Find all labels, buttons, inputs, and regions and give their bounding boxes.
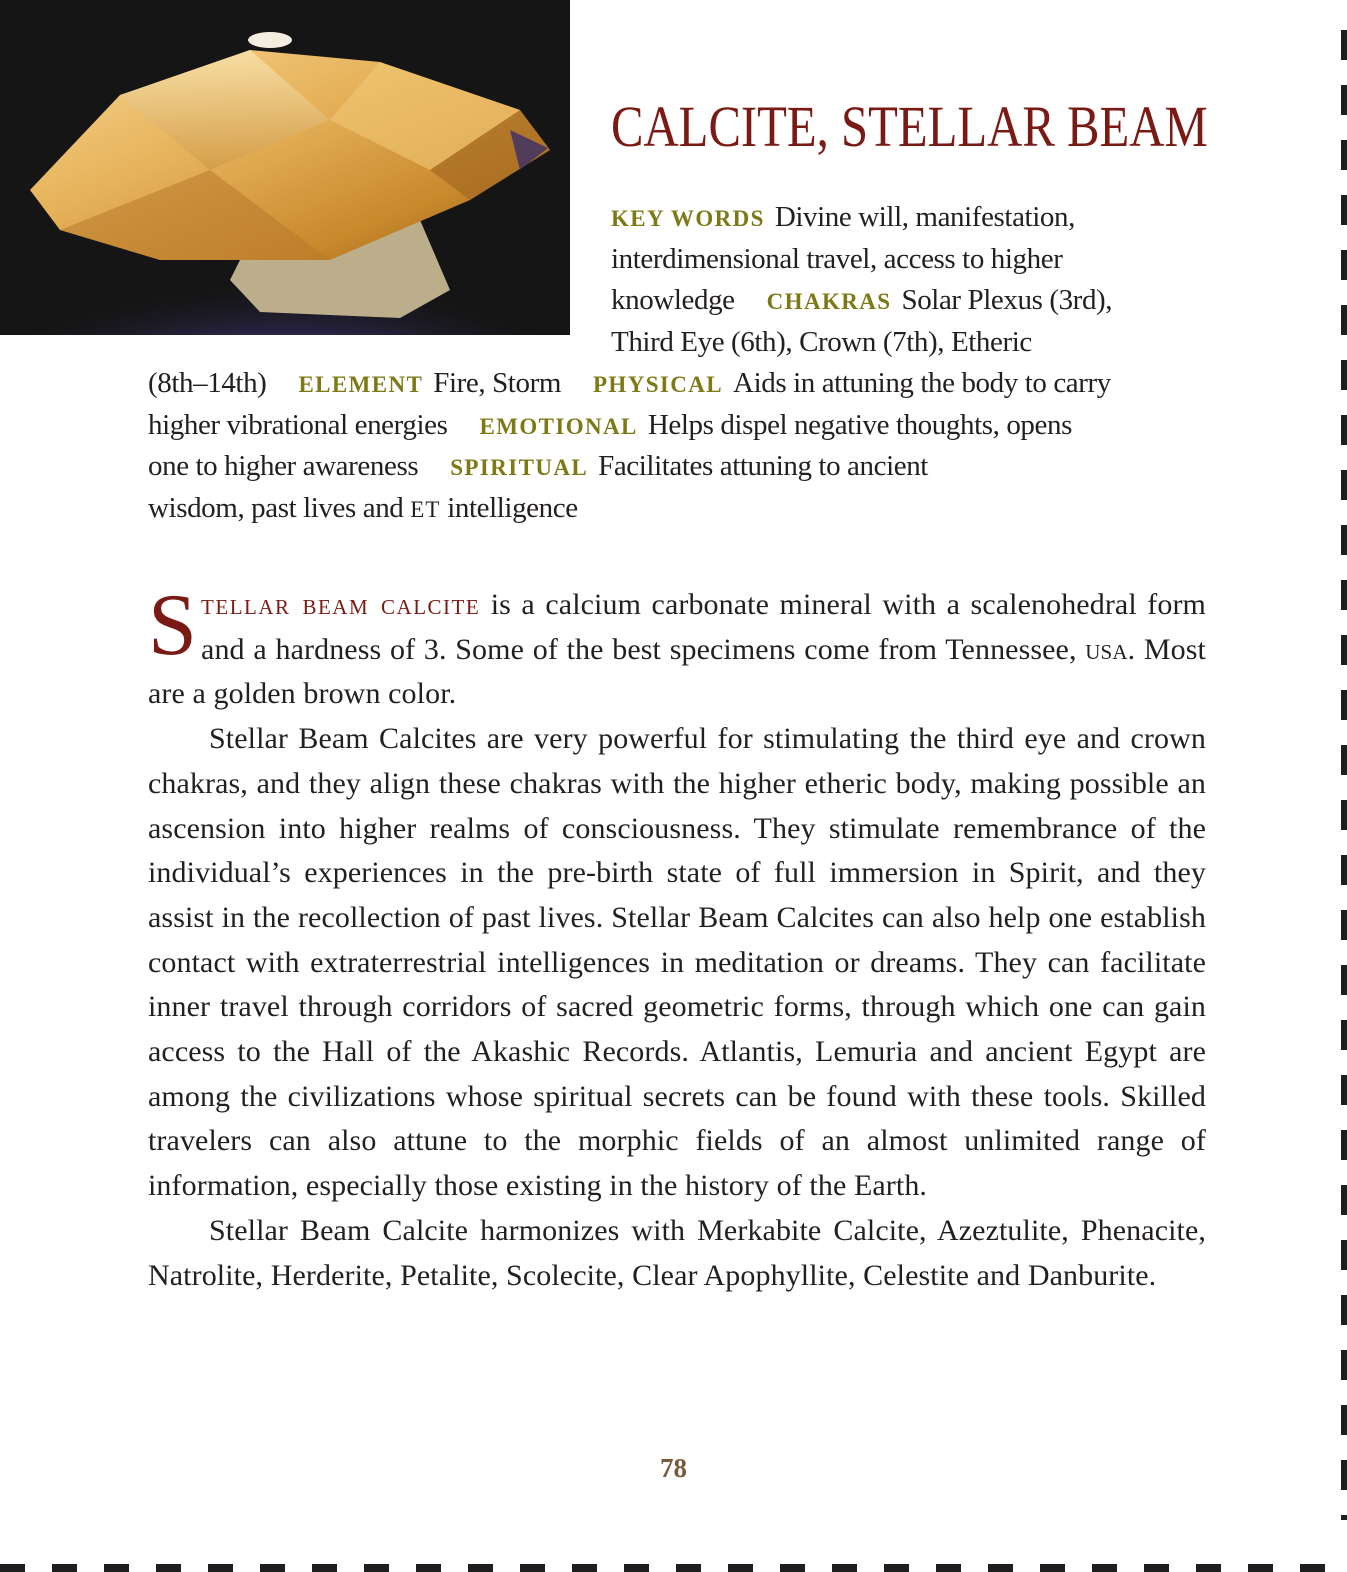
attr-line: knowledge CHAKRAS Solar Plexus (3rd), [611,284,1113,316]
paragraph: Stellar Beam Calcite harmonizes with Merkabite Calcite, Azeztulite, Phenacite, Natrolite, Herderite, Petalite, Scolecite, Clear Apophyllite, Celestite and Danburite. [148,1213,1206,1292]
attr-line: wisdom, past lives and ET intelligence [148,491,578,524]
element-label: ELEMENT [298,372,424,397]
attr-line: Third Eye (6th), Crown (7th), Etheric [611,325,1032,358]
crop-marks-right [1341,30,1347,1520]
attr-line: interdimensional travel, access to higher [611,242,1063,275]
physical-label: PHYSICAL [592,372,724,397]
page-title: CALCITE, STELLAR BEAM [611,94,1208,159]
paragraph: Stellar Beam Calcites are very powerful for stimulating the third eye and crown chakras, and they align these chakras with the higher etheric body, making possible an ascension into higher realms of consciousness. They stimulate remembrance of the individual’s experiences in the pre-birth state of full immersion in Spirit, and they assist in the recollection of past lives. Stellar Beam Calcites can also help one establish contact with extraterrestrial intelligences in meditation or dreams. They can facilitate inner travel through corridors of sacred geometric forms, through which one can gain access to the Hall of the Akashic Records. Atlantis, Lemuria and ancient Egypt are among the civilizations whose spiritual secrets can be found with these tools. Skilled travelers can also attune to the morphic fields of an almost unlimited range of information, especially those existing in the history of the Earth. [148,722,1206,1203]
attr-line: (8th–14th) ELEMENT Fire, Storm PHYSICAL Aids in attuning the body to carry [148,367,1111,399]
page-number: 78 [660,1453,687,1483]
paragraph: Stellar beam calcite is a calcium carbonate mineral with a scalenohedral form and a hardness of 3. Some of the best specimens come from Tennessee, usa. Most are a golden brown color. [148,577,1206,711]
emotional-label: EMOTIONAL [479,413,638,439]
attr-line: one to higher awareness SPIRITUAL Facilitates attuning to ancient [148,450,928,482]
attributes-block [148,197,1208,529]
body-text [148,577,1206,1298]
chakras-label: CHAKRAS [766,289,892,314]
crop-marks-bottom [0,1564,1347,1572]
drop-cap: S [148,577,198,674]
key-words-label: KEY WORDS [611,206,765,231]
attr-line: KEY WORDS Divine will, manifestation, [611,201,1075,233]
attr-line: higher vibrational energies EMOTIONAL Helps dispel negative thoughts, opens [148,408,1072,441]
lead-in: tellar beam calcite [201,588,481,621]
spiritual-label: SPIRITUAL [450,455,589,480]
